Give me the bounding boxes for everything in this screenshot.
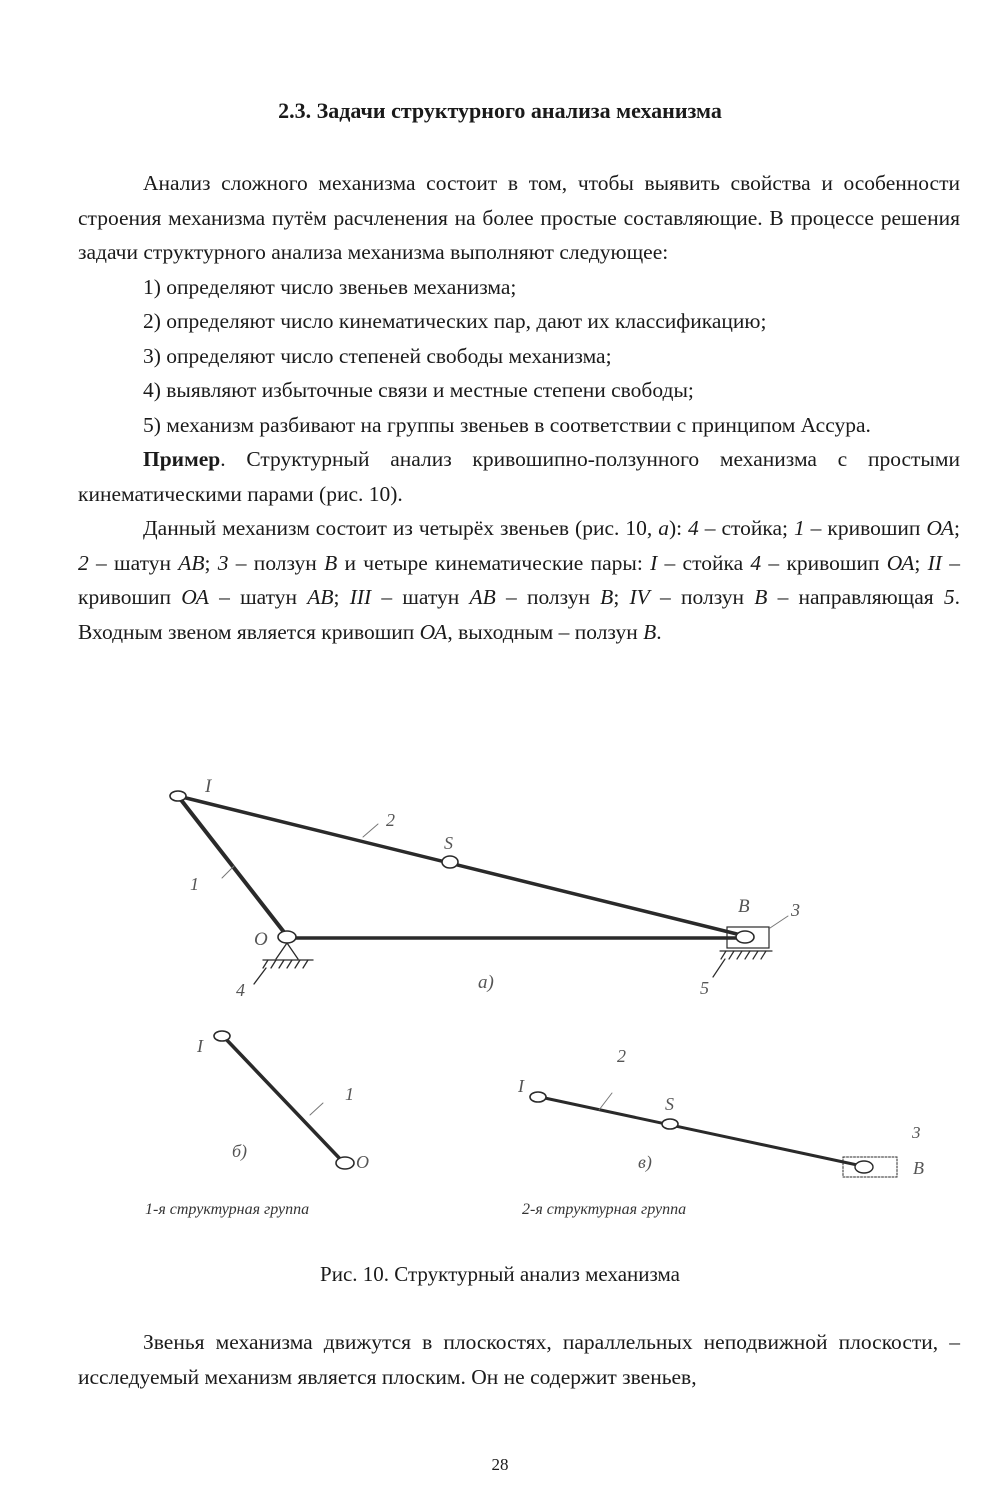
desc-italic: АВ [469, 585, 496, 609]
label-a-ground-4: 4 [236, 980, 245, 1000]
list-item-4: 4) выявляют избыточные связи и местные степени свободы; [143, 378, 694, 402]
example-text: . Структурный анализ кривошипно-ползунного механизма с простыми кинематическими парами (рис. 10). [78, 447, 960, 506]
desc-italic: В [324, 550, 338, 575]
desc-italic: III [349, 585, 372, 609]
desc-italic: ОА [419, 619, 448, 644]
example-paragraph [78, 442, 960, 511]
desc-text: – кривошип [804, 516, 927, 540]
desc-text: . [656, 619, 662, 644]
group2-slider [843, 1157, 897, 1177]
label-a-slider-3: 3 [791, 900, 800, 920]
label-a-point-b: B [738, 896, 750, 917]
list-item-2: 2) определяют число кинематических пар, дают их классификацию; [143, 309, 767, 333]
section-heading: 2.3. Задачи структурного анализа механизма [278, 98, 722, 123]
closing-paragraph: Звенья механизма движутся в плоскостях, параллельных неподвижной плоскости, – исследуемый механизм является плоским. Он не содержит звеньев, [78, 1330, 960, 1389]
group1-caption: 1-я структурная группа [145, 1201, 310, 1218]
group2-leader [599, 1093, 612, 1110]
desc-italic: 2 [78, 550, 89, 575]
mechanism-figure [0, 770, 1000, 1270]
group1-joint-o [336, 1157, 354, 1169]
joint-a [170, 791, 186, 801]
mechanism-diagram [0, 770, 1000, 1270]
desc-text: ; [954, 516, 960, 540]
group1-leader [310, 1103, 323, 1115]
desc-italic: ОА [181, 585, 209, 609]
list-item-3: 3) определяют число степеней свободы механизма; [143, 343, 612, 368]
desc-italic: IV [629, 585, 650, 609]
desc-italic: 1 [793, 516, 805, 540]
body-text-bottom [78, 1325, 960, 1394]
label-b-joint-i: I [197, 1036, 203, 1056]
desc-text: – стойка [657, 550, 751, 575]
desc-text: – кривошип [761, 550, 887, 575]
desc-italic: 4 [750, 550, 762, 575]
desc-text: ; [333, 585, 350, 609]
center-of-mass-s [442, 856, 458, 868]
desc-text: и четыре кинематические пары: [337, 550, 651, 575]
joint-o [278, 931, 296, 943]
label-c-point-b: B [913, 1158, 924, 1178]
label-c-slider-3: 3 [912, 1123, 921, 1142]
list-item-5: 5) механизм разбивают на группы звеньев в соответствии с принципом Ассура. [143, 412, 871, 437]
connecting-rod-ab [178, 796, 745, 936]
desc-italic: а [658, 516, 669, 540]
desc-text: ; [613, 585, 630, 609]
page-number: 28 [491, 1455, 509, 1474]
label-b-link-1: 1 [345, 1084, 354, 1104]
desc-italic: В [754, 585, 768, 609]
desc-text: – ползун [228, 550, 325, 575]
description-paragraph [78, 511, 960, 649]
desc-italic: ОА [886, 550, 915, 575]
desc-italic: 4 [688, 516, 699, 540]
desc-text: – ползун [495, 585, 601, 609]
desc-text: – шатун [208, 585, 308, 609]
label-c-point-s: S [665, 1094, 674, 1114]
desc-text: ): [668, 516, 689, 540]
desc-text: ; [914, 550, 928, 575]
group2-center-s [662, 1119, 678, 1129]
label-a-point-s: S [444, 833, 453, 853]
intro-paragraph: Анализ сложного механизма состоит в том, чтобы выявить свойства и особенности строения механизма путём расчленения на более простые составляющие. В процессе решения задачи структурного анализа механизма выполняют следующее: [78, 171, 960, 264]
crank-link-oa [178, 796, 287, 936]
label-a-guide-5: 5 [700, 978, 709, 998]
label-b-subfigure: б) [232, 1141, 248, 1161]
desc-italic: АВ [178, 550, 205, 575]
label-c-link-2: 2 [617, 1046, 626, 1066]
group2-caption: 2-я структурная группа [522, 1201, 687, 1218]
label-a-link-1: 1 [190, 874, 199, 894]
label-a-point-o: O [254, 929, 268, 950]
list-item-1: 1) определяют число звеньев механизма; [143, 274, 517, 299]
desc-text: ; [204, 550, 218, 575]
slider-guide-hatching [713, 951, 772, 977]
desc-text: – стойка; [698, 516, 794, 540]
example-label: Пример [143, 447, 221, 471]
label-c-joint-i: I [518, 1076, 524, 1096]
desc-text: . Входным звеном является кривошип [78, 585, 960, 644]
label-c-subfigure: в) [638, 1152, 652, 1172]
desc-text: – шатун [371, 585, 470, 609]
desc-italic: 5 [943, 585, 955, 609]
label-b-point-o: O [356, 1152, 369, 1172]
group2-link [540, 1097, 862, 1166]
desc-text: – ползун [649, 585, 755, 609]
desc-italic: В [600, 585, 614, 609]
body-text-top [78, 166, 960, 649]
desc-text: – кривошип [78, 550, 960, 609]
group1-joint-a [214, 1031, 230, 1041]
desc-italic: АВ [307, 585, 334, 609]
figure-caption: Рис. 10. Структурный анализ механизма [320, 1262, 680, 1286]
desc-italic: 3 [217, 550, 229, 575]
label-a-link-2: 2 [386, 810, 395, 830]
desc-text: – направляющая [767, 585, 944, 609]
desc-text: , выходным – ползун [447, 619, 644, 644]
desc-text: Данный механизм состоит из четырёх звеньев (рис. 10, [143, 516, 659, 540]
desc-italic: В [643, 619, 657, 644]
desc-italic: I [650, 550, 658, 575]
group2-joint-a [530, 1092, 546, 1102]
desc-italic: II [927, 550, 942, 575]
desc-italic: ОА [926, 516, 955, 540]
label-a-joint-i: I [205, 776, 212, 797]
label-a-subfigure: а) [478, 972, 494, 993]
desc-text: – шатун [88, 550, 179, 575]
